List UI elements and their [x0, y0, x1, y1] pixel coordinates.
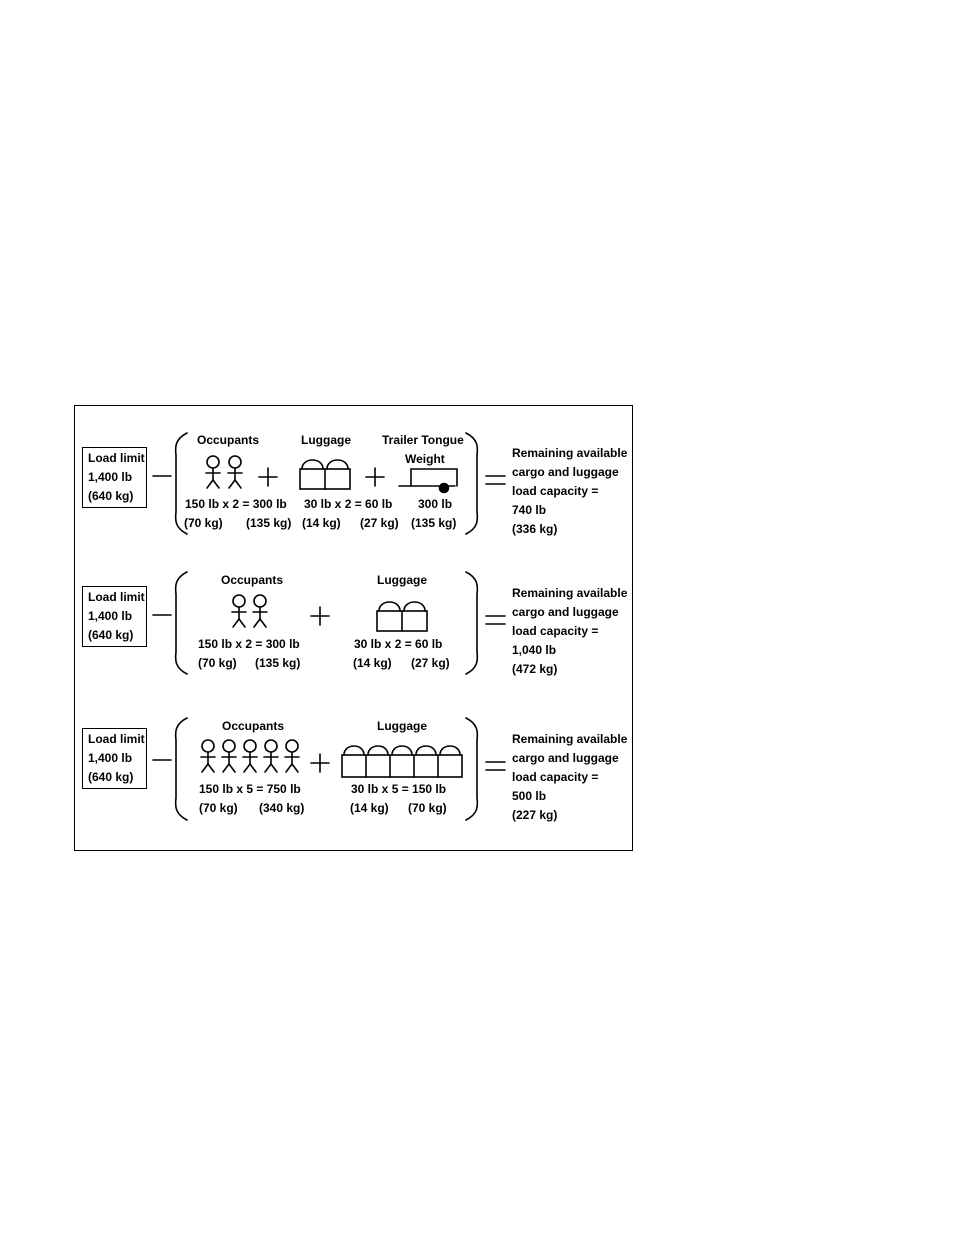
trailer-label-line2: Weight [405, 452, 445, 466]
result-kg: (227 kg) [512, 808, 558, 822]
luggage-icon [300, 460, 350, 489]
luggage-icon [342, 746, 462, 777]
right-bracket [466, 718, 477, 820]
load-limit-kg: (640 kg) [88, 489, 134, 503]
head [202, 740, 214, 752]
occupant-icon [285, 740, 299, 772]
head [265, 740, 277, 752]
leg-left [233, 619, 239, 627]
result-line: cargo and luggage [512, 465, 619, 479]
luggage-handle [416, 746, 436, 755]
luggage-kg-total: (27 kg) [360, 516, 399, 530]
occupant-icon [243, 740, 257, 772]
luggage-calc: 30 lb x 5 = 150 lb [351, 782, 447, 796]
remaining-capacity-text [512, 584, 627, 679]
leg-left [244, 764, 250, 772]
occupants-calc: 150 lb x 5 = 750 lb [199, 782, 301, 796]
result-kg: (472 kg) [512, 662, 558, 676]
head [244, 740, 256, 752]
result-lb: 740 lb [512, 503, 547, 517]
luggage-kg-total: (70 kg) [408, 801, 447, 815]
luggage-handle [368, 746, 388, 755]
leg-right [271, 764, 277, 772]
occupants-kg-each: (70 kg) [198, 656, 237, 670]
right-bracket [466, 572, 477, 674]
bracket-path [466, 433, 477, 534]
luggage-kg-each: (14 kg) [350, 801, 389, 815]
leg-left [202, 764, 208, 772]
leg-left [207, 480, 213, 488]
occupants-calc: 150 lb x 2 = 300 lb [185, 497, 287, 511]
remaining-capacity-text [512, 444, 627, 539]
trailer-label-line1: Trailer Tongue [382, 433, 464, 447]
equals-sign [486, 616, 505, 624]
bracket-path [176, 572, 187, 674]
leg-right [292, 764, 298, 772]
occupant-icon [253, 595, 267, 627]
luggage-handle [327, 460, 348, 469]
occupants-kg-each: (70 kg) [184, 516, 223, 530]
occupants-kg-total: (135 kg) [246, 516, 292, 530]
plus-sign [311, 607, 329, 625]
leg-right [250, 764, 256, 772]
head [223, 740, 235, 752]
occupants-label: Occupants [197, 433, 260, 447]
occupants-label: Occupants [221, 573, 284, 587]
result-lb: 500 lb [512, 789, 547, 803]
leg-right [208, 764, 214, 772]
trailer-kg: (135 kg) [411, 516, 457, 530]
luggage-handle [404, 602, 425, 611]
result-line: cargo and luggage [512, 751, 619, 765]
bracket-path [466, 718, 477, 820]
leg-right [239, 619, 245, 627]
luggage-calc: 30 lb x 2 = 60 lb [304, 497, 393, 511]
trailer-body [411, 469, 457, 486]
load-limit-lb: 1,400 lb [88, 470, 133, 484]
head [254, 595, 266, 607]
luggage-kg-each: (14 kg) [302, 516, 341, 530]
occupants-kg-each: (70 kg) [199, 801, 238, 815]
load-limit-lb: 1,400 lb [88, 751, 133, 765]
result-line: Remaining available [512, 586, 628, 600]
leg-left [286, 764, 292, 772]
trailer-calc: 300 lb [418, 497, 453, 511]
result-kg: (336 kg) [512, 522, 558, 536]
luggage-handle [440, 746, 460, 755]
load-limit-box [82, 447, 147, 508]
leg-right [229, 764, 235, 772]
occupants-kg-total: (340 kg) [259, 801, 305, 815]
result-line: load capacity = [512, 770, 599, 784]
load-limit-label: Load limit [88, 590, 145, 604]
leg-right [260, 619, 266, 627]
occupant-icon [264, 740, 278, 772]
occupant-icon [206, 456, 220, 488]
load-limit-box [82, 728, 147, 789]
head [286, 740, 298, 752]
luggage-handle [302, 460, 323, 469]
bracket-path [176, 718, 187, 820]
luggage-kg-total: (27 kg) [411, 656, 450, 670]
luggage-label: Luggage [377, 719, 427, 733]
load-capacity-figure [74, 405, 633, 851]
luggage-handle [379, 602, 400, 611]
leg-left [229, 480, 235, 488]
result-lb: 1,040 lb [512, 643, 557, 657]
bracket-path [466, 572, 477, 674]
leg-left [223, 764, 229, 772]
occupants-kg-total: (135 kg) [255, 656, 301, 670]
leg-left [254, 619, 260, 627]
leg-left [265, 764, 271, 772]
left-bracket [176, 718, 187, 820]
load-limit-kg: (640 kg) [88, 628, 134, 642]
occupants-label: Occupants [222, 719, 285, 733]
load-limit-label: Load limit [88, 451, 145, 465]
luggage-handle [392, 746, 412, 755]
luggage-kg-each: (14 kg) [353, 656, 392, 670]
result-line: load capacity = [512, 484, 599, 498]
luggage-calc: 30 lb x 2 = 60 lb [354, 637, 443, 651]
result-line: cargo and luggage [512, 605, 619, 619]
leg-right [213, 480, 219, 488]
occupant-icon [228, 456, 242, 488]
equals-sign [486, 476, 505, 484]
load-limit-kg: (640 kg) [88, 770, 134, 784]
remaining-capacity-text [512, 730, 627, 825]
plus-sign [259, 468, 277, 486]
luggage-label: Luggage [377, 573, 427, 587]
equals-sign [486, 762, 505, 770]
trailer-tongue-icon [399, 469, 457, 493]
result-line: Remaining available [512, 446, 628, 460]
head [233, 595, 245, 607]
leg-right [235, 480, 241, 488]
luggage-icon [377, 602, 427, 631]
head [229, 456, 241, 468]
trailer-ball [440, 484, 449, 493]
head [207, 456, 219, 468]
luggage-handle [344, 746, 364, 755]
result-line: load capacity = [512, 624, 599, 638]
load-limit-lb: 1,400 lb [88, 609, 133, 623]
right-bracket [466, 433, 477, 534]
load-limit-label: Load limit [88, 732, 145, 746]
plus-sign [366, 468, 384, 486]
load-limit-box [82, 586, 147, 647]
plus-sign [311, 754, 329, 772]
luggage-label: Luggage [301, 433, 351, 447]
occupant-icon [222, 740, 236, 772]
occupant-icon [201, 740, 215, 772]
luggage-outline [342, 755, 462, 777]
occupants-calc: 150 lb x 2 = 300 lb [198, 637, 300, 651]
occupant-icon [232, 595, 246, 627]
left-bracket [176, 572, 187, 674]
result-line: Remaining available [512, 732, 628, 746]
